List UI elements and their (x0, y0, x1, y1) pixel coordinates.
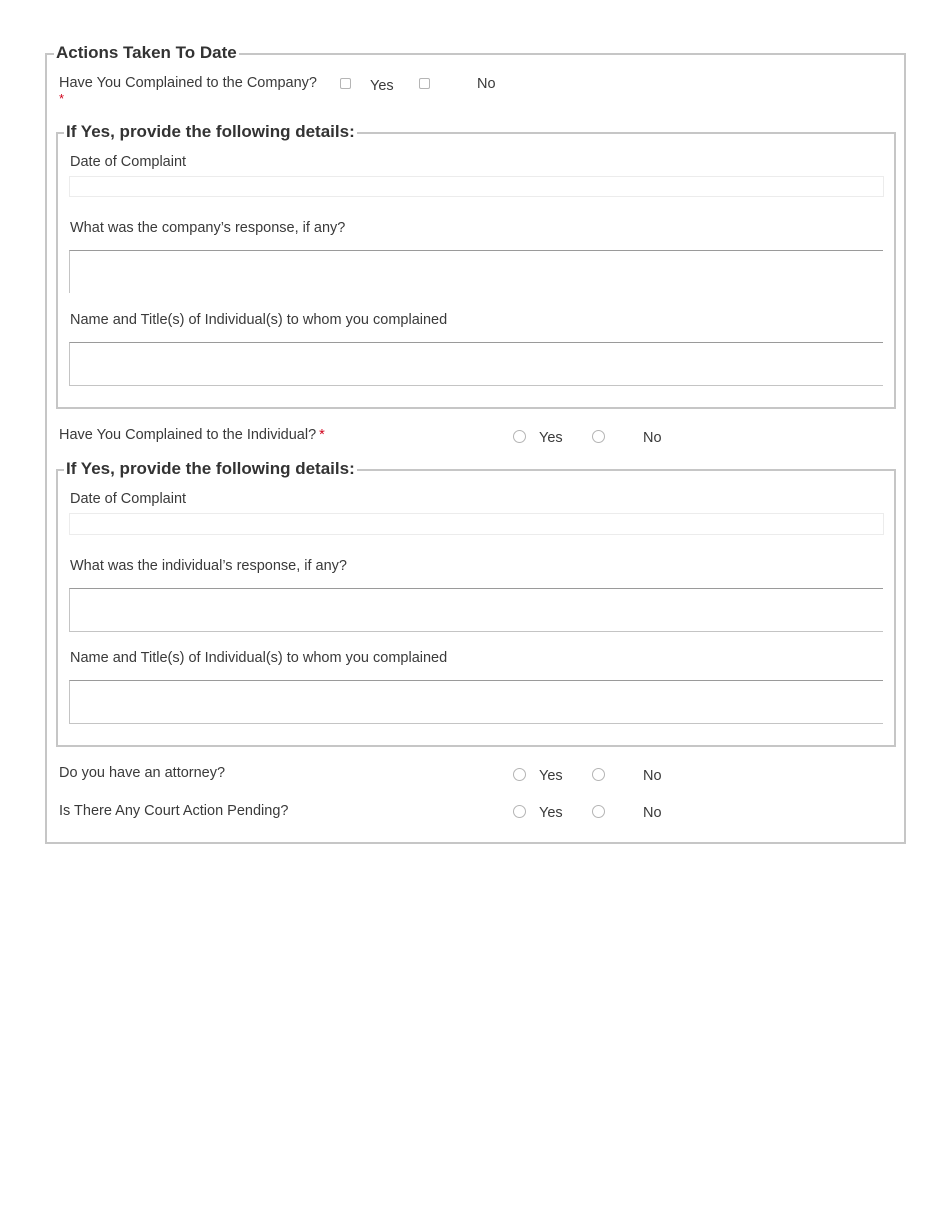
individual-response-label: What was the individual’s response, if any? (70, 558, 347, 574)
court-action-label: Is There Any Court Action Pending? (59, 803, 289, 819)
company-response-label: What was the company’s response, if any? (70, 220, 346, 236)
court-yes-radio[interactable] (513, 805, 526, 818)
company-details-legend: If Yes, provide the following details: (66, 122, 355, 141)
company-complaint-label: Have You Complained to the Company? (59, 75, 317, 91)
company-yes-checkbox[interactable] (340, 78, 351, 89)
individual-yes-radio[interactable] (513, 430, 526, 443)
individual-response-textarea[interactable] (69, 588, 883, 632)
individual-complaint-label: Have You Complained to the Individual? * (59, 427, 325, 443)
attorney-no-radio[interactable] (592, 768, 605, 781)
individual-date-input[interactable] (69, 513, 884, 535)
company-response-textarea[interactable] (69, 250, 883, 293)
attorney-yes-radio[interactable] (513, 768, 526, 781)
company-names-textarea[interactable] (69, 342, 883, 386)
individual-no-label: No (643, 430, 662, 446)
court-no-radio[interactable] (592, 805, 605, 818)
court-yes-label: Yes (539, 805, 563, 821)
company-no-label: No (477, 76, 496, 92)
individual-names-label: Name and Title(s) of Individual(s) to whom you complained (70, 650, 448, 666)
individual-yes-label: Yes (539, 430, 563, 446)
attorney-no-label: No (643, 768, 662, 784)
court-no-label: No (643, 805, 662, 821)
company-yes-label: Yes (370, 78, 394, 94)
individual-date-label: Date of Complaint (70, 491, 187, 507)
individual-names-textarea[interactable] (69, 680, 883, 724)
individual-no-radio[interactable] (592, 430, 605, 443)
company-date-label: Date of Complaint (70, 154, 187, 170)
section-title: Actions Taken To Date (56, 43, 237, 62)
attorney-label: Do you have an attorney? (59, 765, 226, 781)
individual-details-legend: If Yes, provide the following details: (66, 459, 355, 478)
company-names-label: Name and Title(s) of Individual(s) to whom you complained (70, 312, 448, 328)
required-marker: * (59, 91, 65, 106)
company-date-input[interactable] (69, 176, 884, 197)
company-no-checkbox[interactable] (419, 78, 430, 89)
attorney-yes-label: Yes (539, 768, 563, 784)
